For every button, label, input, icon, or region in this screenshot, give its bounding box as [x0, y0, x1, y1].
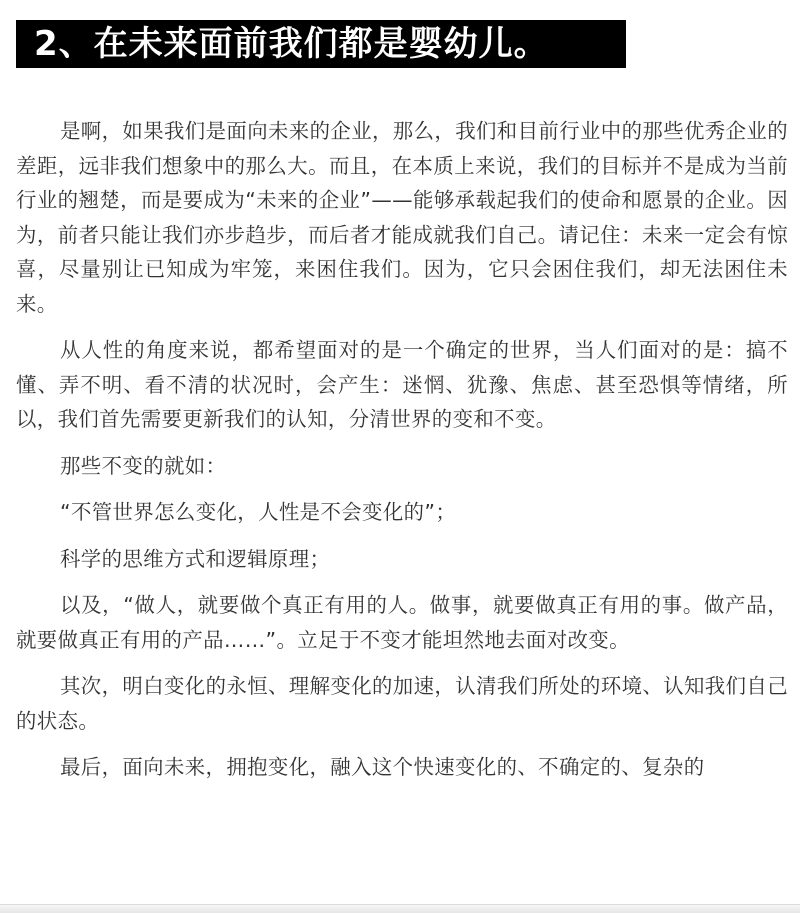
article-body [16, 114, 788, 797]
paragraph-6: 以及，“做人，就要做个真正有用的人。做事，就要做真正有用的事。做产品，就要做真正有用的产品……”。立足于不变才能坦然地去面对改变。 [16, 593, 788, 652]
section-heading-bar [16, 20, 626, 68]
paragraph-3: 那些不变的就如： [60, 453, 227, 478]
paragraph-4: “不管世界怎么变化，人性是不会变化的”； [60, 500, 457, 524]
paragraph-1: 是啊，如果我们是面向未来的企业，那么，我们和目前行业中的那些优秀企业的差距，远非我们想象中的那么大。而且，在本质上来说，我们的目标并不是成为当前行业的翘楚，而是要成为“未来的企业”——能够承载起我们的使命和愿景的企业。因为，前者只能让我们亦步趋步，而后者才能成就我们自己。请记住：未来一定会有惊喜，尽量别让已知成为牢笼，来困住我们。因为，它只会困住我们，却无法困住未来。 [16, 119, 788, 316]
paragraph-5: 科学的思维方式和逻辑原理； [60, 546, 331, 571]
paragraph-2: 从人性的角度来说，都希望面对的是一个确定的世界，当人们面对的是：搞不懂、弄不明、看不清的状况时，会产生：迷惘、犹豫、焦虑、甚至恐惧等情绪，所以，我们首先需要更新我们的认知，分清世界的变和不变。 [16, 338, 788, 431]
paragraph-8: 最后，面向未来，拥抱变化，融入这个快速变化的、不确定的、复杂的 [60, 755, 705, 779]
paragraph-7: 其次，明白变化的永恒、理解变化的加速，认清我们所处的环境、认知我们自己的状态。 [16, 674, 788, 733]
section-heading: 2、在未来面前我们都是婴幼儿。 [34, 24, 549, 64]
